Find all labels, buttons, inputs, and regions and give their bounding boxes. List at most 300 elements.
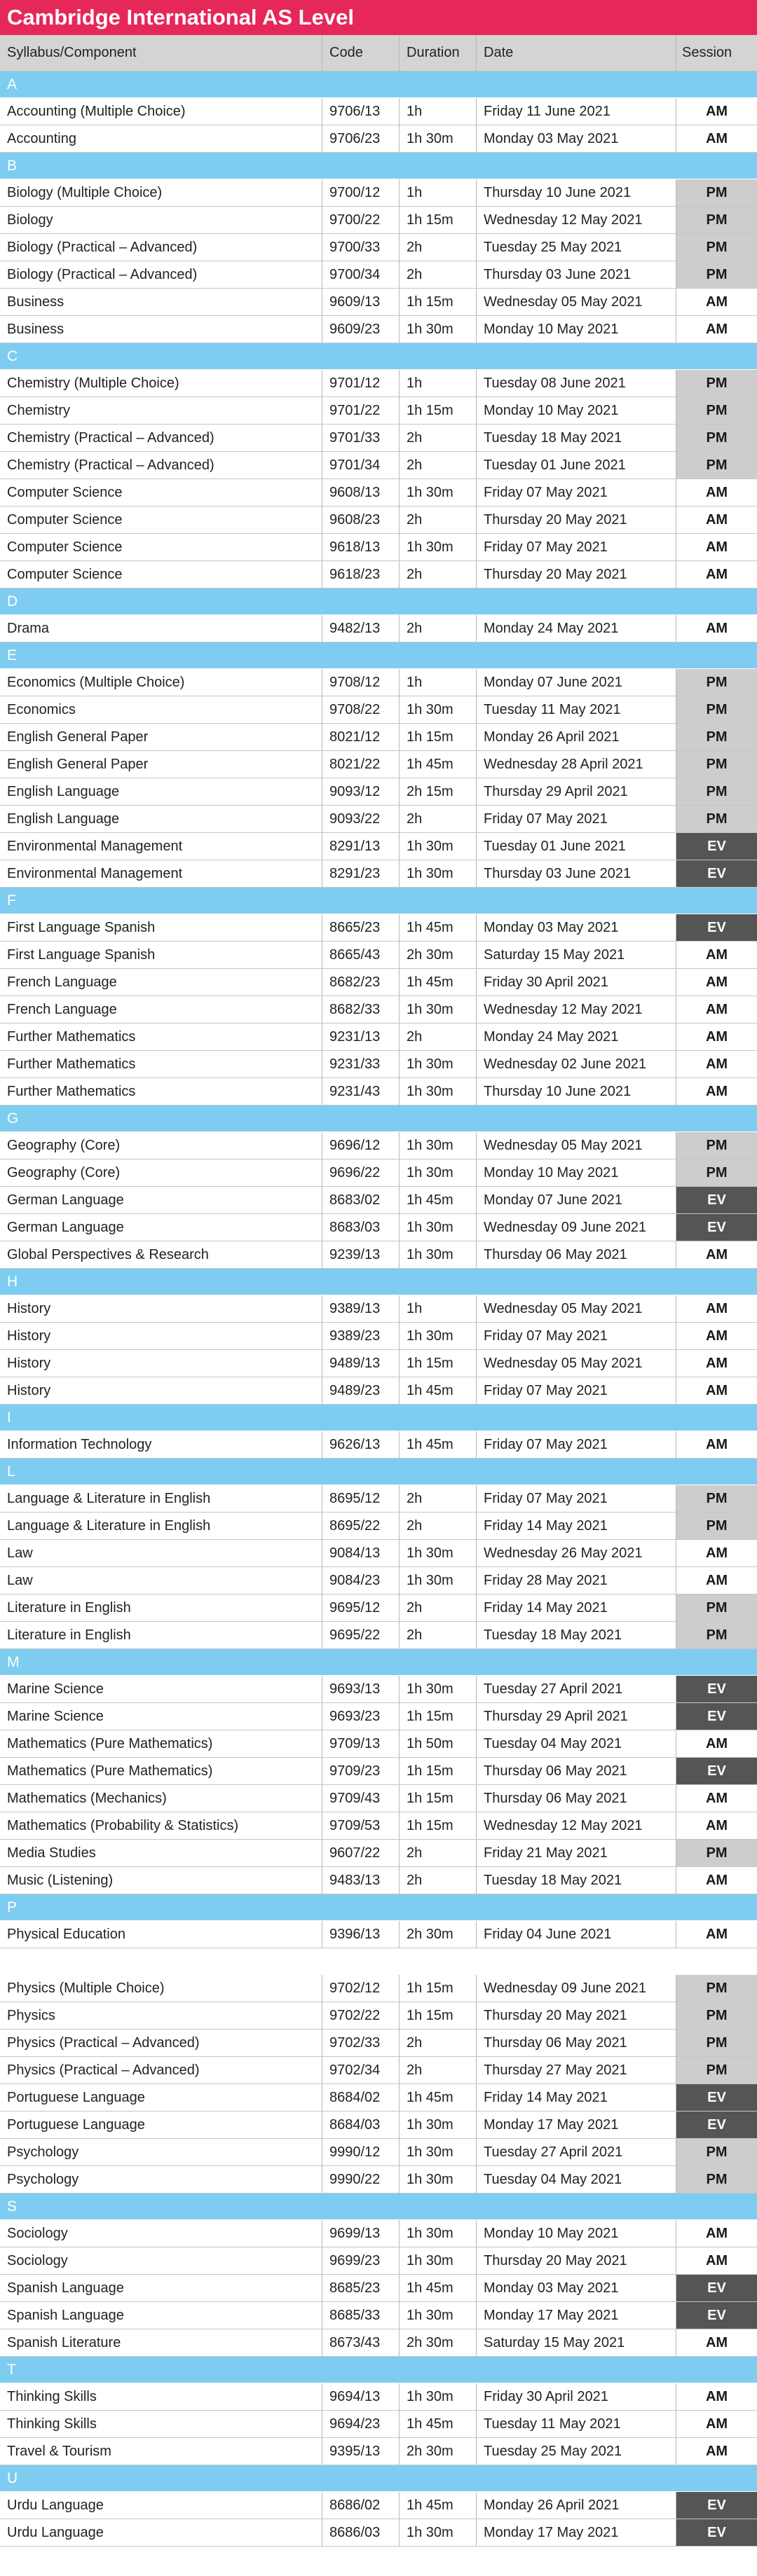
- table-row: [0, 561, 757, 588]
- syllabus-cell: Spanish Language: [0, 2275, 322, 2301]
- session-cell: AM: [676, 1921, 757, 1948]
- duration-cell: 1h 45m: [400, 969, 477, 996]
- code-cell: 9489/23: [322, 1377, 400, 1404]
- syllabus-cell: Business: [0, 289, 322, 315]
- session-cell: AM: [676, 1730, 757, 1757]
- session-cell: AM: [676, 1785, 757, 1812]
- date-cell: Wednesday 05 May 2021: [477, 1295, 676, 1322]
- table-row: [0, 1840, 757, 1867]
- table-row: [0, 1187, 757, 1214]
- session-cell: AM: [676, 615, 757, 642]
- session-cell: AM: [676, 2411, 757, 2437]
- date-cell: Monday 17 May 2021: [477, 2112, 676, 2138]
- table-row: [0, 1132, 757, 1159]
- duration-cell: 1h 30m: [400, 2166, 477, 2193]
- section-letter-row: E: [0, 642, 757, 669]
- session-cell: PM: [676, 425, 757, 451]
- duration-cell: 1h 30m: [400, 1159, 477, 1186]
- section-letter-row: C: [0, 343, 757, 370]
- table-row: [0, 1377, 757, 1405]
- duration-cell: 2h: [400, 1622, 477, 1648]
- session-cell: EV: [676, 2302, 757, 2329]
- code-cell: 9093/12: [322, 778, 400, 805]
- date-cell: Friday 21 May 2021: [477, 1840, 676, 1866]
- code-cell: 9618/13: [322, 534, 400, 560]
- date-cell: Friday 04 June 2021: [477, 1921, 676, 1948]
- code-cell: 9693/23: [322, 1703, 400, 1730]
- duration-cell: 1h 45m: [400, 1187, 477, 1213]
- table-row: [0, 860, 757, 888]
- duration-cell: 1h: [400, 1295, 477, 1322]
- table-row: [0, 479, 757, 507]
- session-cell: AM: [676, 1812, 757, 1839]
- table-row: [0, 261, 757, 289]
- date-cell: Tuesday 11 May 2021: [477, 696, 676, 723]
- section-letter-row: F: [0, 888, 757, 914]
- session-cell: EV: [676, 1703, 757, 1730]
- section-spacer: [0, 1948, 757, 1975]
- code-cell: 9609/23: [322, 316, 400, 343]
- session-cell: PM: [676, 2139, 757, 2165]
- table-row: [0, 2438, 757, 2465]
- duration-cell: 1h 30m: [400, 2519, 477, 2546]
- duration-cell: 1h 30m: [400, 2112, 477, 2138]
- syllabus-cell: German Language: [0, 1187, 322, 1213]
- syllabus-cell: Chemistry (Practical – Advanced): [0, 452, 322, 478]
- table-row: [0, 2492, 757, 2519]
- session-cell: EV: [676, 833, 757, 860]
- code-cell: 9609/13: [322, 289, 400, 315]
- syllabus-cell: Law: [0, 1540, 322, 1566]
- duration-cell: 1h 45m: [400, 2084, 477, 2111]
- code-cell: 9706/13: [322, 98, 400, 125]
- session-cell: AM: [676, 534, 757, 560]
- table-row: [0, 234, 757, 261]
- code-cell: 9482/13: [322, 615, 400, 642]
- duration-cell: 1h 30m: [400, 534, 477, 560]
- syllabus-cell: Accounting (Multiple Choice): [0, 98, 322, 125]
- syllabus-cell: Language & Literature in English: [0, 1485, 322, 1512]
- syllabus-cell: Computer Science: [0, 479, 322, 506]
- code-cell: 8683/03: [322, 1214, 400, 1241]
- syllabus-cell: Literature in English: [0, 1622, 322, 1648]
- syllabus-cell: Psychology: [0, 2166, 322, 2193]
- date-cell: Monday 10 May 2021: [477, 1159, 676, 1186]
- date-cell: Tuesday 08 June 2021: [477, 370, 676, 397]
- session-cell: AM: [676, 479, 757, 506]
- syllabus-cell: Language & Literature in English: [0, 1513, 322, 1539]
- date-cell: Wednesday 09 June 2021: [477, 1214, 676, 1241]
- syllabus-cell: Further Mathematics: [0, 1051, 322, 1077]
- table-row: [0, 2247, 757, 2275]
- date-cell: Monday 10 May 2021: [477, 2220, 676, 2247]
- syllabus-cell: Further Mathematics: [0, 1024, 322, 1050]
- syllabus-cell: Biology (Practical – Advanced): [0, 261, 322, 288]
- table-row: [0, 207, 757, 234]
- date-cell: Thursday 20 May 2021: [477, 507, 676, 533]
- date-cell: Thursday 29 April 2021: [477, 1703, 676, 1730]
- table-row: [0, 2057, 757, 2084]
- date-cell: Thursday 20 May 2021: [477, 2247, 676, 2274]
- duration-cell: 2h: [400, 1513, 477, 1539]
- session-cell: EV: [676, 1758, 757, 1784]
- code-cell: 9608/13: [322, 479, 400, 506]
- date-cell: Tuesday 18 May 2021: [477, 1867, 676, 1894]
- date-cell: Friday 28 May 2021: [477, 1567, 676, 1594]
- column-header-duration: Duration: [400, 35, 477, 71]
- session-cell: AM: [676, 2383, 757, 2410]
- session-cell: AM: [676, 2438, 757, 2465]
- session-cell: EV: [676, 2084, 757, 2111]
- date-cell: Monday 10 May 2021: [477, 316, 676, 343]
- syllabus-cell: Chemistry: [0, 397, 322, 424]
- session-cell: PM: [676, 724, 757, 750]
- table-row: [0, 1295, 757, 1323]
- code-cell: 9700/34: [322, 261, 400, 288]
- table-row: [0, 98, 757, 125]
- code-cell: 9700/22: [322, 207, 400, 233]
- table-row: [0, 2166, 757, 2193]
- table-row: [0, 2383, 757, 2411]
- code-cell: 9084/13: [322, 1540, 400, 1566]
- syllabus-cell: Physics (Practical – Advanced): [0, 2057, 322, 2083]
- session-cell: AM: [676, 1241, 757, 1268]
- duration-cell: 1h 30m: [400, 1567, 477, 1594]
- syllabus-cell: Mathematics (Probability & Statistics): [0, 1812, 322, 1839]
- syllabus-cell: Spanish Language: [0, 2302, 322, 2329]
- code-cell: 8684/03: [322, 2112, 400, 2138]
- table-row: [0, 724, 757, 751]
- syllabus-cell: Chemistry (Multiple Choice): [0, 370, 322, 397]
- code-cell: 9489/13: [322, 1350, 400, 1377]
- date-cell: Thursday 29 April 2021: [477, 778, 676, 805]
- date-cell: Friday 07 May 2021: [477, 1323, 676, 1349]
- date-cell: Monday 10 May 2021: [477, 397, 676, 424]
- table-row: [0, 452, 757, 479]
- syllabus-cell: Computer Science: [0, 507, 322, 533]
- code-cell: 9706/23: [322, 125, 400, 152]
- date-cell: Thursday 06 May 2021: [477, 1758, 676, 1784]
- date-cell: Monday 17 May 2021: [477, 2519, 676, 2546]
- session-cell: AM: [676, 1078, 757, 1105]
- table-row: [0, 1214, 757, 1241]
- section-letter-row: A: [0, 71, 757, 98]
- table-row: [0, 1431, 757, 1459]
- date-cell: Wednesday 02 June 2021: [477, 1051, 676, 1077]
- syllabus-cell: Geography (Core): [0, 1159, 322, 1186]
- table-row: [0, 397, 757, 425]
- date-cell: Thursday 06 May 2021: [477, 2030, 676, 2056]
- duration-cell: 1h 15m: [400, 1975, 477, 2002]
- table-row: [0, 1730, 757, 1758]
- duration-cell: 2h: [400, 1024, 477, 1050]
- duration-cell: 2h 15m: [400, 778, 477, 805]
- duration-cell: 1h 30m: [400, 316, 477, 343]
- date-cell: Monday 03 May 2021: [477, 125, 676, 152]
- date-cell: Wednesday 12 May 2021: [477, 996, 676, 1023]
- table-row: [0, 669, 757, 696]
- session-cell: EV: [676, 914, 757, 941]
- code-cell: 9608/23: [322, 507, 400, 533]
- section-letter-row: P: [0, 1894, 757, 1921]
- table-row: [0, 751, 757, 778]
- syllabus-cell: Marine Science: [0, 1676, 322, 1702]
- duration-cell: 1h: [400, 98, 477, 125]
- session-cell: PM: [676, 1975, 757, 2002]
- page-title: Cambridge International AS Level: [0, 0, 757, 35]
- session-cell: AM: [676, 2329, 757, 2356]
- duration-cell: 2h: [400, 615, 477, 642]
- code-cell: 9389/13: [322, 1295, 400, 1322]
- duration-cell: 1h 30m: [400, 2139, 477, 2165]
- session-cell: AM: [676, 2247, 757, 2274]
- table-row: [0, 507, 757, 534]
- session-cell: PM: [676, 2002, 757, 2029]
- date-cell: Wednesday 05 May 2021: [477, 1132, 676, 1159]
- session-cell: PM: [676, 397, 757, 424]
- duration-cell: 1h 15m: [400, 397, 477, 424]
- code-cell: 9626/13: [322, 1431, 400, 1458]
- code-cell: 9231/33: [322, 1051, 400, 1077]
- table-row: [0, 615, 757, 642]
- duration-cell: 2h 30m: [400, 1921, 477, 1948]
- table-row: [0, 1051, 757, 1078]
- syllabus-cell: Computer Science: [0, 561, 322, 588]
- syllabus-cell: First Language Spanish: [0, 914, 322, 941]
- code-cell: 8686/03: [322, 2519, 400, 2546]
- code-cell: 9699/13: [322, 2220, 400, 2247]
- syllabus-cell: Mathematics (Pure Mathematics): [0, 1758, 322, 1784]
- date-cell: Friday 30 April 2021: [477, 969, 676, 996]
- session-cell: EV: [676, 1214, 757, 1241]
- code-cell: 9700/33: [322, 234, 400, 261]
- syllabus-cell: Information Technology: [0, 1431, 322, 1458]
- duration-cell: 1h 15m: [400, 1785, 477, 1812]
- code-cell: 9231/43: [322, 1078, 400, 1105]
- syllabus-cell: First Language Spanish: [0, 942, 322, 968]
- syllabus-cell: Economics (Multiple Choice): [0, 669, 322, 696]
- code-cell: 9990/12: [322, 2139, 400, 2165]
- syllabus-cell: Economics: [0, 696, 322, 723]
- date-cell: Thursday 06 May 2021: [477, 1785, 676, 1812]
- duration-cell: 2h: [400, 561, 477, 588]
- code-cell: 9618/23: [322, 561, 400, 588]
- table-row: [0, 2139, 757, 2166]
- date-cell: Monday 24 May 2021: [477, 1024, 676, 1050]
- section-letter-row: T: [0, 2357, 757, 2383]
- code-cell: 9701/34: [322, 452, 400, 478]
- duration-cell: 1h 15m: [400, 289, 477, 315]
- session-cell: AM: [676, 1051, 757, 1077]
- code-cell: 8673/43: [322, 2329, 400, 2356]
- date-cell: Friday 07 May 2021: [477, 1431, 676, 1458]
- syllabus-cell: English General Paper: [0, 751, 322, 778]
- duration-cell: 1h 45m: [400, 2411, 477, 2437]
- code-cell: 9702/33: [322, 2030, 400, 2056]
- session-cell: AM: [676, 125, 757, 152]
- duration-cell: 1h 45m: [400, 1431, 477, 1458]
- date-cell: Friday 07 May 2021: [477, 479, 676, 506]
- syllabus-cell: Sociology: [0, 2247, 322, 2274]
- date-cell: Monday 03 May 2021: [477, 914, 676, 941]
- duration-cell: 1h 30m: [400, 860, 477, 887]
- date-cell: Thursday 10 June 2021: [477, 1078, 676, 1105]
- code-cell: 9093/22: [322, 806, 400, 832]
- table-row: [0, 1867, 757, 1894]
- code-cell: 9696/22: [322, 1159, 400, 1186]
- date-cell: Friday 07 May 2021: [477, 1485, 676, 1512]
- duration-cell: 1h 30m: [400, 125, 477, 152]
- syllabus-cell: Global Perspectives & Research: [0, 1241, 322, 1268]
- syllabus-cell: Mathematics (Pure Mathematics): [0, 1730, 322, 1757]
- date-cell: Wednesday 26 May 2021: [477, 1540, 676, 1566]
- duration-cell: 2h: [400, 261, 477, 288]
- duration-cell: 2h 30m: [400, 2438, 477, 2465]
- section-letter-row: H: [0, 1269, 757, 1295]
- session-cell: EV: [676, 1187, 757, 1213]
- section-letter-row: I: [0, 1405, 757, 1431]
- duration-cell: 1h 30m: [400, 696, 477, 723]
- code-cell: 8021/22: [322, 751, 400, 778]
- duration-cell: 1h 30m: [400, 2220, 477, 2247]
- code-cell: 9239/13: [322, 1241, 400, 1268]
- table-row: [0, 1024, 757, 1051]
- duration-cell: 1h 30m: [400, 1078, 477, 1105]
- date-cell: Saturday 15 May 2021: [477, 2329, 676, 2356]
- session-cell: PM: [676, 1594, 757, 1621]
- date-cell: Friday 07 May 2021: [477, 1377, 676, 1404]
- session-cell: PM: [676, 261, 757, 288]
- code-cell: 9231/13: [322, 1024, 400, 1050]
- code-cell: 9702/12: [322, 1975, 400, 2002]
- table-row: [0, 2275, 757, 2302]
- syllabus-cell: Environmental Management: [0, 860, 322, 887]
- code-cell: 9396/13: [322, 1921, 400, 1948]
- session-cell: EV: [676, 2112, 757, 2138]
- duration-cell: 2h: [400, 1485, 477, 1512]
- date-cell: Friday 14 May 2021: [477, 2084, 676, 2111]
- duration-cell: 1h: [400, 669, 477, 696]
- syllabus-cell: English Language: [0, 778, 322, 805]
- code-cell: 9395/13: [322, 2438, 400, 2465]
- syllabus-cell: German Language: [0, 1214, 322, 1241]
- code-cell: 8683/02: [322, 1187, 400, 1213]
- table-row: [0, 2002, 757, 2030]
- date-cell: Thursday 27 May 2021: [477, 2057, 676, 2083]
- session-cell: PM: [676, 1159, 757, 1186]
- table-row: [0, 316, 757, 343]
- syllabus-cell: Urdu Language: [0, 2492, 322, 2519]
- table-row: [0, 696, 757, 724]
- date-cell: Saturday 15 May 2021: [477, 942, 676, 968]
- duration-cell: 1h 45m: [400, 1377, 477, 1404]
- duration-cell: 1h 30m: [400, 1676, 477, 1702]
- session-cell: AM: [676, 1377, 757, 1404]
- duration-cell: 1h 45m: [400, 2492, 477, 2519]
- session-cell: AM: [676, 969, 757, 996]
- duration-cell: 1h 30m: [400, 1540, 477, 1566]
- code-cell: 8685/23: [322, 2275, 400, 2301]
- duration-cell: 1h 30m: [400, 996, 477, 1023]
- code-cell: 9695/12: [322, 1594, 400, 1621]
- duration-cell: 1h 15m: [400, 1703, 477, 1730]
- table-row: [0, 1594, 757, 1622]
- table-row: [0, 1241, 757, 1269]
- duration-cell: 1h 45m: [400, 914, 477, 941]
- code-cell: 9699/23: [322, 2247, 400, 2274]
- code-cell: 9709/53: [322, 1812, 400, 1839]
- table-row: [0, 1323, 757, 1350]
- duration-cell: 1h 15m: [400, 1812, 477, 1839]
- syllabus-cell: Further Mathematics: [0, 1078, 322, 1105]
- code-cell: 8682/33: [322, 996, 400, 1023]
- code-cell: 8685/33: [322, 2302, 400, 2329]
- code-cell: 8695/22: [322, 1513, 400, 1539]
- duration-cell: 1h 30m: [400, 1132, 477, 1159]
- duration-cell: 1h 30m: [400, 2302, 477, 2329]
- syllabus-cell: History: [0, 1295, 322, 1322]
- syllabus-cell: Portuguese Language: [0, 2084, 322, 2111]
- syllabus-cell: Biology (Multiple Choice): [0, 179, 322, 206]
- table-row: [0, 179, 757, 207]
- table-row: [0, 289, 757, 316]
- syllabus-cell: Physics (Multiple Choice): [0, 1975, 322, 2002]
- code-cell: 9694/13: [322, 2383, 400, 2410]
- duration-cell: 1h 30m: [400, 2247, 477, 2274]
- session-cell: AM: [676, 1323, 757, 1349]
- syllabus-cell: Drama: [0, 615, 322, 642]
- session-cell: AM: [676, 98, 757, 125]
- duration-cell: 1h 30m: [400, 833, 477, 860]
- syllabus-cell: Biology (Practical – Advanced): [0, 234, 322, 261]
- code-cell: 9990/22: [322, 2166, 400, 2193]
- syllabus-cell: Physical Education: [0, 1921, 322, 1948]
- date-cell: Thursday 10 June 2021: [477, 179, 676, 206]
- code-cell: 8021/12: [322, 724, 400, 750]
- duration-cell: 1h 15m: [400, 1758, 477, 1784]
- date-cell: Tuesday 11 May 2021: [477, 2411, 676, 2437]
- code-cell: 9483/13: [322, 1867, 400, 1894]
- table-row: [0, 534, 757, 561]
- date-cell: Tuesday 27 April 2021: [477, 1676, 676, 1702]
- date-cell: Tuesday 18 May 2021: [477, 1622, 676, 1648]
- duration-cell: 2h: [400, 1594, 477, 1621]
- code-cell: 9389/23: [322, 1323, 400, 1349]
- date-cell: Tuesday 04 May 2021: [477, 2166, 676, 2193]
- table-row: [0, 1078, 757, 1106]
- code-cell: 8291/13: [322, 833, 400, 860]
- syllabus-cell: Mathematics (Mechanics): [0, 1785, 322, 1812]
- session-cell: AM: [676, 1295, 757, 1322]
- syllabus-cell: French Language: [0, 969, 322, 996]
- date-cell: Thursday 20 May 2021: [477, 561, 676, 588]
- code-cell: 8665/43: [322, 942, 400, 968]
- code-cell: 9709/13: [322, 1730, 400, 1757]
- session-cell: AM: [676, 507, 757, 533]
- table-row: [0, 370, 757, 397]
- code-cell: 9709/43: [322, 1785, 400, 1812]
- session-cell: PM: [676, 751, 757, 778]
- table-row: [0, 1921, 757, 1948]
- date-cell: Friday 07 May 2021: [477, 534, 676, 560]
- code-cell: 9708/12: [322, 669, 400, 696]
- table-row: [0, 969, 757, 996]
- syllabus-cell: Accounting: [0, 125, 322, 152]
- code-cell: 8665/23: [322, 914, 400, 941]
- table-row: [0, 1350, 757, 1377]
- duration-cell: 2h 30m: [400, 942, 477, 968]
- session-cell: AM: [676, 289, 757, 315]
